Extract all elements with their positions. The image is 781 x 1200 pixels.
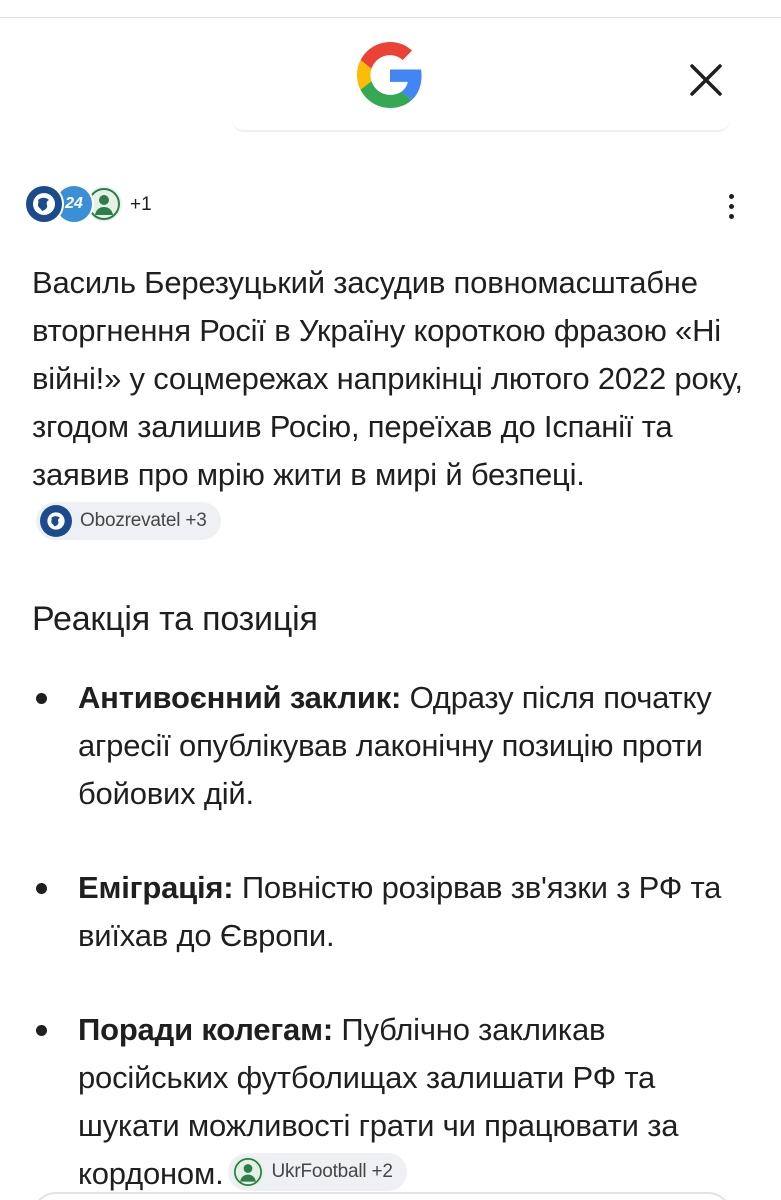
chip-label: UkrFootball +2 (271, 1160, 393, 1182)
globe-icon (40, 505, 72, 537)
more-dot (729, 194, 734, 199)
source-chip-obozrevatel[interactable] (36, 502, 221, 540)
more-dot (729, 214, 734, 219)
close-icon (688, 62, 724, 98)
source-chip-ukrfootball[interactable] (228, 1153, 407, 1191)
bullet-text: Публічно закликав російських футболищах залишати РФ та шукати можливості грати чи працювати за кордоном. (78, 1012, 679, 1191)
summary-paragraph (32, 259, 752, 547)
chip-label: Obozrevatel +3 (80, 509, 207, 531)
google-g-logo (357, 42, 423, 108)
bullet-list (32, 674, 752, 1200)
bullet-dot (36, 883, 47, 894)
window-top-edge (0, 0, 781, 18)
bullet-title: Антивоєнний заклик: (78, 680, 402, 715)
bullet-text: Одразу після початку агресії опублікував лаконічну позицію проти бойових дій. (78, 680, 712, 811)
more-options-button[interactable] (719, 186, 743, 226)
bullet-title: Еміграція: (78, 870, 234, 905)
summary-text: Василь Березуцький засудив повномасштабне вторгнення Росії в Україну короткою фразою «Ні війні!» у соцмережах наприкінці лютого 2022 року, згодом залишив Росію, переїхав до Іспанії та заявив про мрію жити в мирі й безпеці. (32, 265, 743, 492)
obozrevatel-avatar (24, 184, 64, 224)
bullet-dot (36, 1025, 47, 1036)
search-bar-edge (232, 120, 730, 132)
extra-sources-count: +1 (130, 194, 152, 215)
list-item (32, 674, 752, 818)
globe-icon (30, 190, 58, 218)
section-heading: Реакція та позиція (32, 600, 318, 638)
bullet-title: Поради колегам: (78, 1012, 333, 1047)
list-item (32, 1006, 752, 1198)
source-avatars[interactable] (24, 184, 128, 228)
more-dot (729, 204, 734, 209)
bullet-dot (36, 693, 47, 704)
sources-row[interactable] (24, 182, 760, 230)
next-card-edge (32, 1192, 732, 1200)
bullet-text: Повністю розірвав зв'язки з РФ та виїхав до Європи. (78, 870, 722, 953)
avatar-label: 24 (65, 195, 83, 212)
close-button[interactable] (676, 50, 736, 110)
footballer-icon (232, 1156, 264, 1188)
list-item (32, 864, 752, 960)
